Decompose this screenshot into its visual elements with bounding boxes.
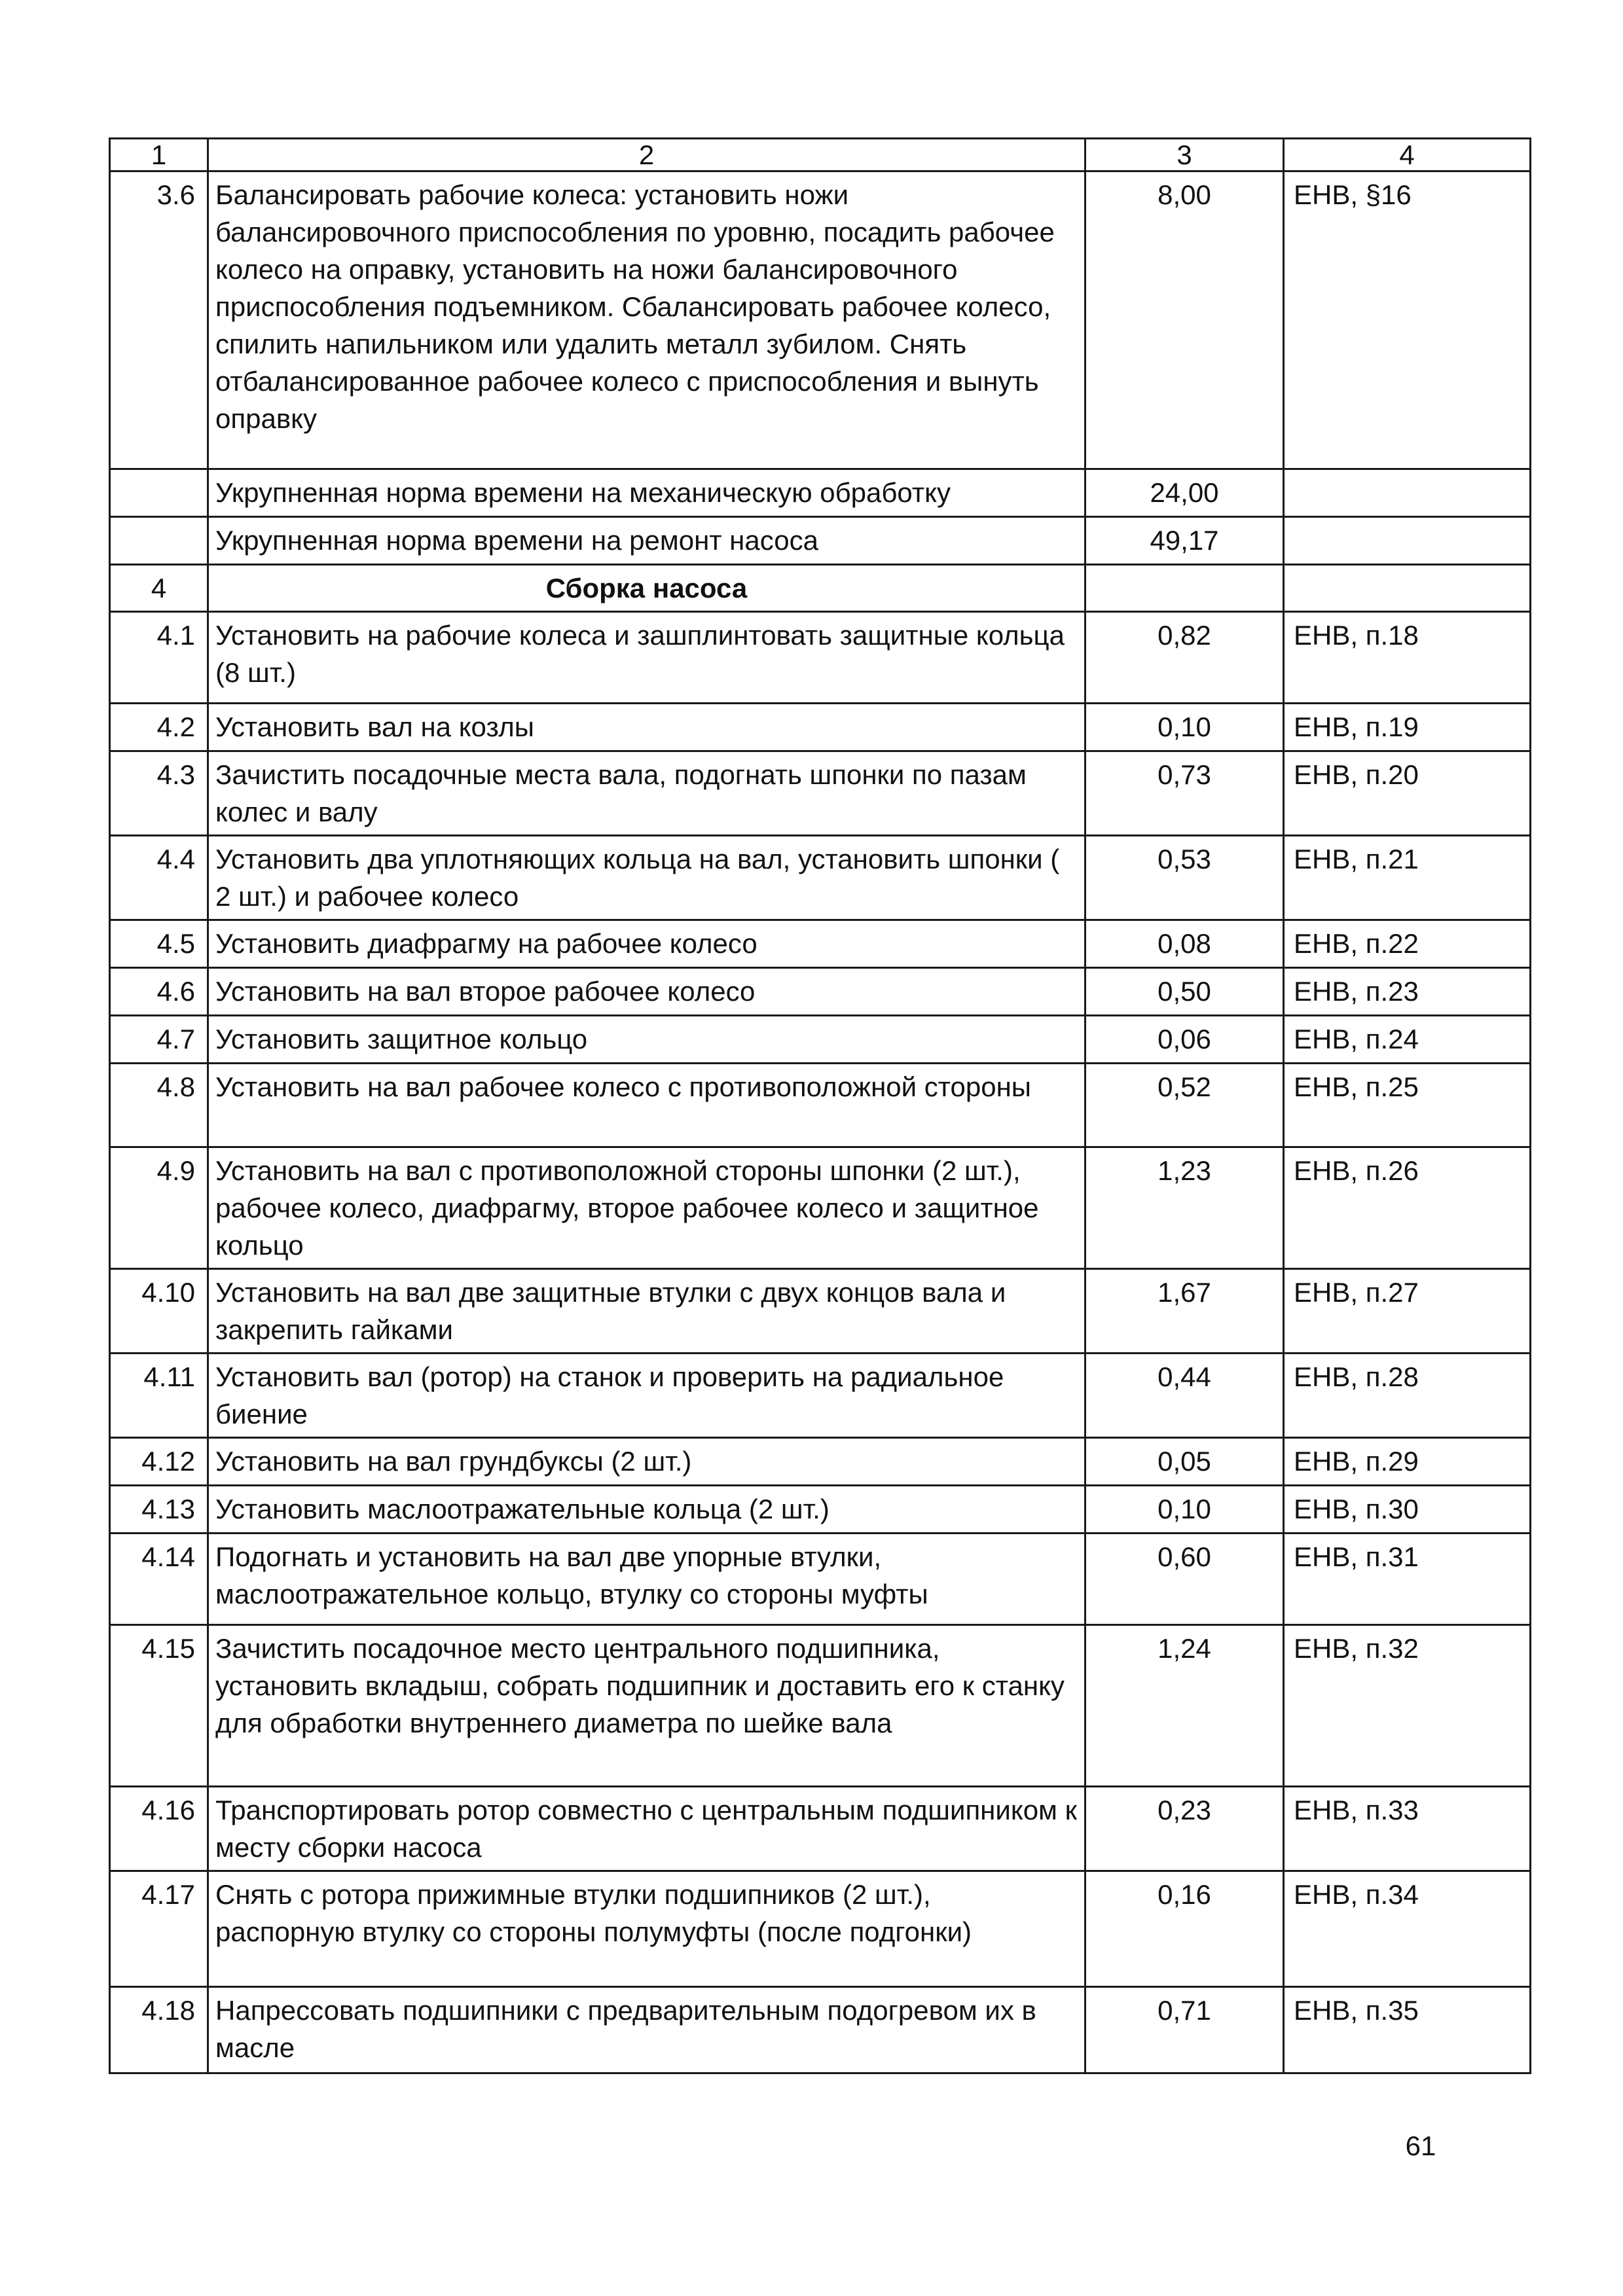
row-reference	[1284, 469, 1531, 517]
column-header-1: 1	[110, 139, 208, 171]
row-reference: ЕНВ, п.32	[1284, 1625, 1531, 1787]
row-time: 1,23	[1085, 1147, 1284, 1269]
row-reference: ЕНВ, п.23	[1284, 968, 1531, 1016]
row-time: 0,73	[1085, 751, 1284, 836]
row-number: 4.12	[110, 1438, 208, 1486]
row-time: 0,52	[1085, 1064, 1284, 1147]
table-row	[110, 517, 1531, 565]
row-time: 49,17	[1085, 517, 1284, 565]
row-reference: ЕНВ, п.21	[1284, 836, 1531, 920]
row-time: 0,60	[1085, 1534, 1284, 1625]
row-reference: ЕНВ, п.34	[1284, 1871, 1531, 1987]
row-number: 4.4	[110, 836, 208, 920]
row-description: Установить защитное кольцо	[208, 1016, 1085, 1064]
row-reference: ЕНВ, п.31	[1284, 1534, 1531, 1625]
row-reference: ЕНВ, п.28	[1284, 1354, 1531, 1438]
row-reference: ЕНВ, п.18	[1284, 612, 1531, 704]
row-description: Установить диафрагму на рабочее колесо	[208, 920, 1085, 968]
table-row	[110, 1787, 1531, 1871]
row-number: 4.16	[110, 1787, 208, 1871]
row-time: 24,00	[1085, 469, 1284, 517]
row-time: 0,06	[1085, 1016, 1284, 1064]
row-description: Балансировать рабочие колеса: установить ножи балансировочного приспособления по уровню, посадить рабочее колесо на оправку, установить на ножи балансировочного приспособления подъемником. Сбалансировать рабочее колесо, спилить напильником или удалить металл зубилом. Снять отбалансированное рабочее колесо с приспособления и вынуть оправку	[208, 171, 1085, 469]
row-number	[110, 517, 208, 565]
row-reference: ЕНВ, §16	[1284, 171, 1531, 469]
row-time: 0,16	[1085, 1871, 1284, 1987]
table-row	[110, 836, 1531, 920]
row-time: 0,82	[1085, 612, 1284, 704]
table-row	[110, 704, 1531, 751]
row-time: 0,23	[1085, 1787, 1284, 1871]
row-time	[1085, 565, 1284, 612]
table-row	[110, 1016, 1531, 1064]
table-row	[110, 1534, 1531, 1625]
section-header-row	[110, 565, 1531, 612]
row-time: 0,10	[1085, 704, 1284, 751]
row-number: 4.1	[110, 612, 208, 704]
row-reference: ЕНВ, п.24	[1284, 1016, 1531, 1064]
row-time: 0,44	[1085, 1354, 1284, 1438]
row-number: 4.14	[110, 1534, 208, 1625]
column-header-3: 3	[1085, 139, 1284, 171]
row-description: Укрупненная норма времени на ремонт насоса	[208, 517, 1085, 565]
row-time: 1,67	[1085, 1269, 1284, 1354]
row-time: 0,08	[1085, 920, 1284, 968]
row-description: Установить маслоотражательные кольца (2 шт.)	[208, 1486, 1085, 1534]
row-number: 4.17	[110, 1871, 208, 1987]
section-number: 4	[110, 565, 208, 612]
row-description: Установить на вал две защитные втулки с двух концов вала и закрепить гайками	[208, 1269, 1085, 1354]
row-time: 0,10	[1085, 1486, 1284, 1534]
row-number: 4.8	[110, 1064, 208, 1147]
table-row	[110, 920, 1531, 968]
table-row	[110, 1871, 1531, 1987]
table-row	[110, 1147, 1531, 1269]
table-row	[110, 751, 1531, 836]
row-number: 4.3	[110, 751, 208, 836]
table-header-row	[110, 139, 1531, 171]
row-time: 1,24	[1085, 1625, 1284, 1787]
row-description: Установить на вал с противоположной стороны шпонки (2 шт.), рабочее колесо, диафрагму, второе рабочее колесо и защитное кольцо	[208, 1147, 1085, 1269]
table-row	[110, 1354, 1531, 1438]
row-description: Установить на вал грундбуксы (2 шт.)	[208, 1438, 1085, 1486]
page-number: 61	[1405, 2130, 1436, 2161]
row-reference	[1284, 517, 1531, 565]
row-reference: ЕНВ, п.25	[1284, 1064, 1531, 1147]
row-description: Зачистить посадочные места вала, подогнать шпонки по пазам колес и валу	[208, 751, 1085, 836]
row-description: Укрупненная норма времени на механическую обработку	[208, 469, 1085, 517]
table-row	[110, 968, 1531, 1016]
row-reference: ЕНВ, п.19	[1284, 704, 1531, 751]
table-row	[110, 612, 1531, 704]
row-number: 4.2	[110, 704, 208, 751]
row-reference: ЕНВ, п.26	[1284, 1147, 1531, 1269]
table-row	[110, 171, 1531, 469]
row-time: 8,00	[1085, 171, 1284, 469]
row-description: Установить вал на козлы	[208, 704, 1085, 751]
row-number: 4.7	[110, 1016, 208, 1064]
row-number: 4.10	[110, 1269, 208, 1354]
row-reference: ЕНВ, п.33	[1284, 1787, 1531, 1871]
row-number: 4.6	[110, 968, 208, 1016]
table-row	[110, 1064, 1531, 1147]
row-time: 0,53	[1085, 836, 1284, 920]
column-header-4: 4	[1284, 139, 1531, 171]
row-number: 4.15	[110, 1625, 208, 1787]
row-description: Установить два уплотняющих кольца на вал, установить шпонки ( 2 шт.) и рабочее колесо	[208, 836, 1085, 920]
row-description: Установить на вал второе рабочее колесо	[208, 968, 1085, 1016]
row-description: Подогнать и установить на вал две упорные втулки, маслоотражательное кольцо, втулку со стороны муфты	[208, 1534, 1085, 1625]
row-reference: ЕНВ, п.35	[1284, 1987, 1531, 2073]
table-row	[110, 1269, 1531, 1354]
table-row	[110, 1438, 1531, 1486]
row-number: 3.6	[110, 171, 208, 469]
row-description: Напрессовать подшипники с предварительным подогревом их в масле	[208, 1987, 1085, 2073]
column-header-2: 2	[208, 139, 1085, 171]
norms-table	[109, 137, 1531, 2074]
row-time: 0,05	[1085, 1438, 1284, 1486]
table-row	[110, 1486, 1531, 1534]
row-reference: ЕНВ, п.22	[1284, 920, 1531, 968]
row-number: 4.5	[110, 920, 208, 968]
row-number: 4.18	[110, 1987, 208, 2073]
table-row	[110, 1987, 1531, 2073]
section-title: Сборка насоса	[208, 565, 1085, 612]
row-time: 0,50	[1085, 968, 1284, 1016]
row-reference: ЕНВ, п.30	[1284, 1486, 1531, 1534]
row-description: Снять с ротора прижимные втулки подшипников (2 шт.), распорную втулку со стороны полумуфты (после подгонки)	[208, 1871, 1085, 1987]
row-description: Установить на вал рабочее колесо с противоположной стороны	[208, 1064, 1085, 1147]
row-reference	[1284, 565, 1531, 612]
table-row	[110, 1625, 1531, 1787]
row-description: Установить на рабочие колеса и зашплинтовать защитные кольца (8 шт.)	[208, 612, 1085, 704]
row-description: Транспортировать ротор совместно с центральным подшипником к месту сборки насоса	[208, 1787, 1085, 1871]
row-description: Зачистить посадочное место центрального подшипника, установить вкладыш, собрать подшипник и доставить его к станку для обработки внутреннего диаметра по шейке вала	[208, 1625, 1085, 1787]
row-number: 4.9	[110, 1147, 208, 1269]
row-number	[110, 469, 208, 517]
row-reference: ЕНВ, п.27	[1284, 1269, 1531, 1354]
row-reference: ЕНВ, п.20	[1284, 751, 1531, 836]
row-reference: ЕНВ, п.29	[1284, 1438, 1531, 1486]
row-time: 0,71	[1085, 1987, 1284, 2073]
row-description: Установить вал (ротор) на станок и проверить на радиальное биение	[208, 1354, 1085, 1438]
table-row	[110, 469, 1531, 517]
row-number: 4.11	[110, 1354, 208, 1438]
row-number: 4.13	[110, 1486, 208, 1534]
